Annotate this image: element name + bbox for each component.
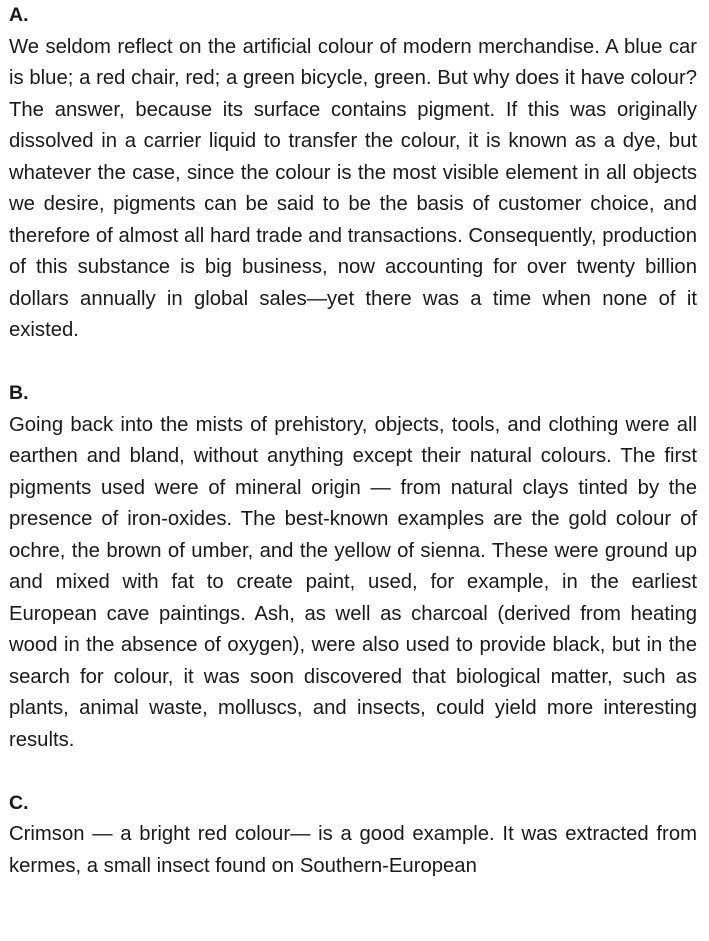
document-page (9, 0, 697, 914)
section-paragraph: We seldom reflect on the artificial colour of modern merchandise. A blue car is blue; a red chair, red; a green bicycle, green. But why does it have colour? The answer, because its surface contains pigment. If this was originally dissolved in a carrier liquid to transfer the colour, it is known as a dye, but whatever the case, since the colour is the most visible element in all objects we desire, pigments can be said to be the basis of customer choice, and therefore of almost all hard trade and transactions. Consequently, production of this substance is big business, now accounting for over twenty billion dollars annually in global sales—yet there was a time when none of it existed. (9, 35, 697, 341)
section-heading: C. (9, 791, 29, 814)
section-paragraph: Crimson — a bright red colour— is a good example. It was extracted from kermes, a small insect found on Southern-European (9, 823, 697, 877)
section-a (9, 0, 697, 347)
section-heading: A. (9, 4, 29, 26)
section-paragraph: Going back into the mists of prehistory, objects, tools, and clothing were all earthen and bland, without anything except their natural colours. The first pigments used were of mineral origin — from natural clays tinted by the presence of iron-oxides. The best-known examples are the gold colour of ochre, the brown of umber, and the yellow of sienna. These were ground up and mixed with fat to create paint, used, for example, in the earliest European cave paintings. Ash, as well as charcoal (derived from heating wood in the absence of oxygen), were also used to provide black, but in the search for colour, it was soon discovered that biological matter, such as plants, animal waste, molluscs, and insects, could yield more interesting results. (9, 413, 697, 751)
section-b (9, 378, 697, 756)
section-c (9, 788, 697, 883)
section-heading: B. (9, 382, 29, 404)
